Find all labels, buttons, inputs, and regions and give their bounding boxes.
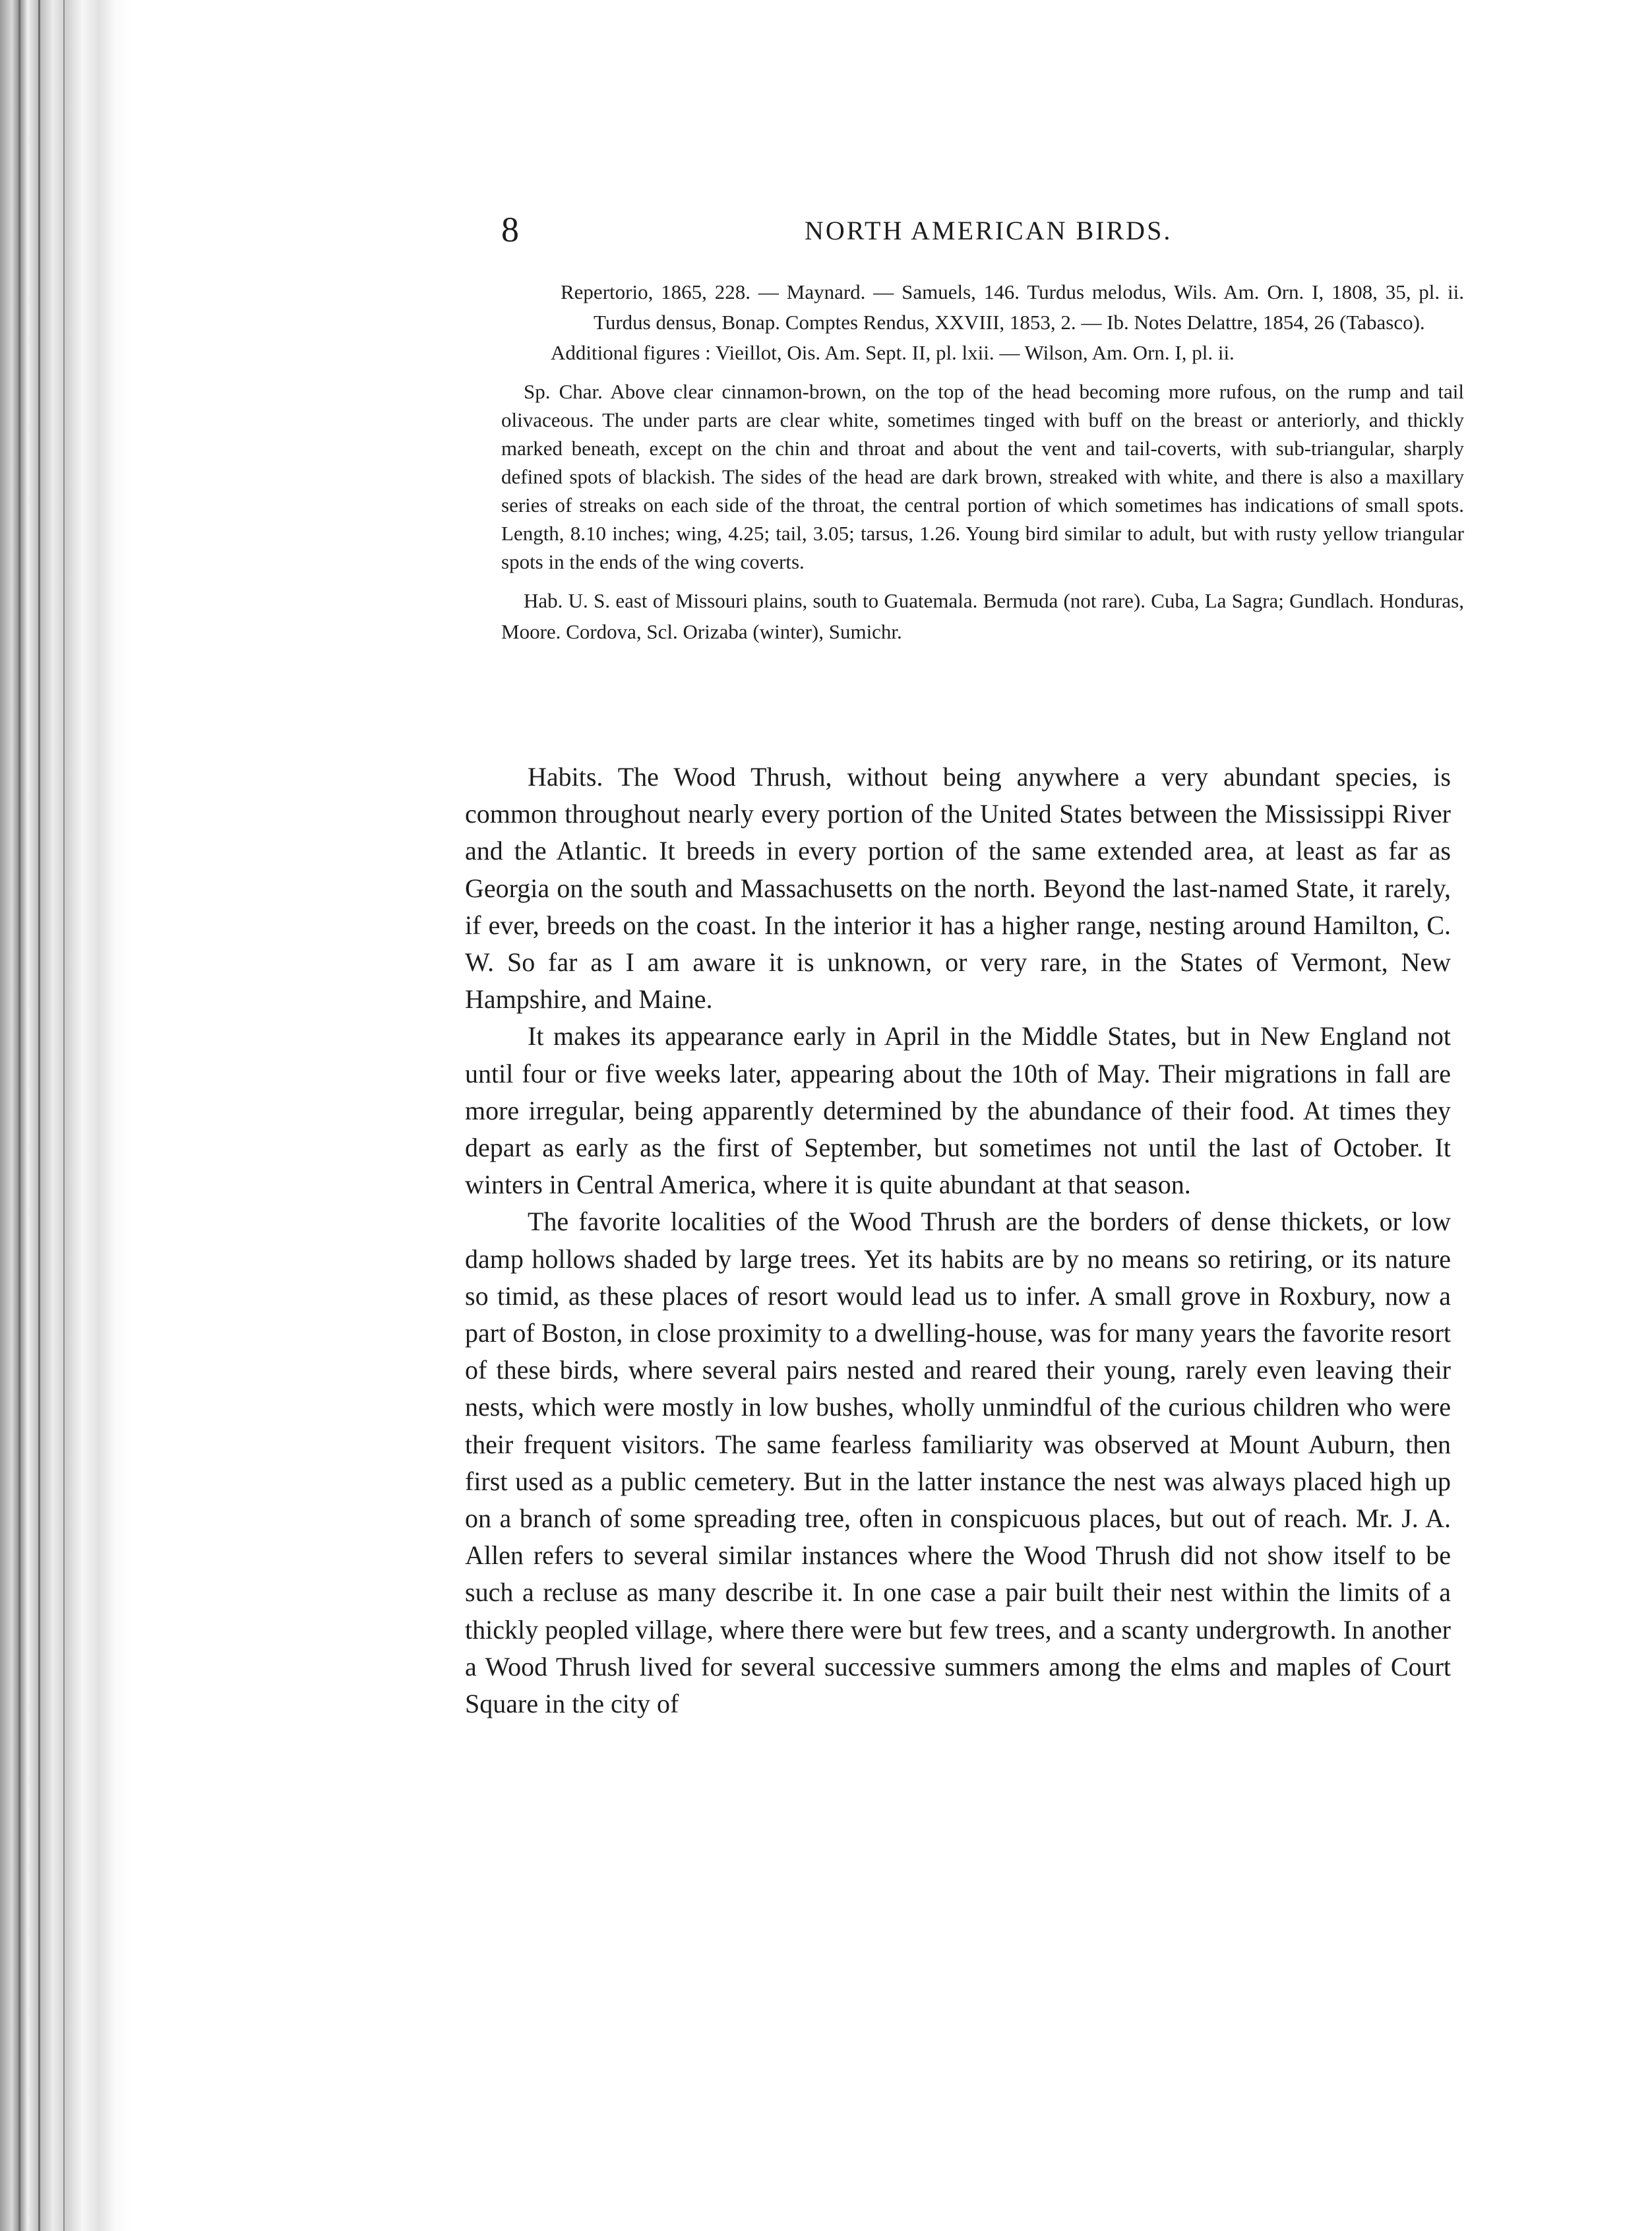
habitat: Hab. U. S. east of Missouri plains, south to Guatemala. Bermuda (not rare). Cuba, La Sagra; Gundlach. Honduras, Moore. Cordova, Scl. Orizaba (winter), Sumichr. (501, 589, 1464, 643)
binding-shadow-line (38, 0, 40, 2231)
habits-text (465, 759, 1451, 1722)
binding-shadow-line (63, 0, 65, 2231)
species-characters: Sp. Char. Above clear cinnamon-brown, on the top of the head becoming more rufous, on the rump and tail olivaceous. The under parts are clear white, sometimes tinged with buff on the breast or anteriorly, and thickly marked beneath, except on the chin and throat and about the vent and tail-coverts, with sub-triangular, sharply defined spots of blackish. The sides of the head are dark brown, streaked with white, and there is also a maxillary series of streaks on each side of the throat, the central portion of which sometimes has indications of small spots. Length, 8.10 inches; wing, 4.25; tail, 3.05; tarsus, 1.26. Young bird similar to adult, but with rusty yellow triangular spots in the ends of the wing coverts. (501, 380, 1464, 573)
book-binding-edge (0, 0, 148, 2231)
body-paragraph: Habits. The Wood Thrush, without being anywhere a very abundant species, is common throughout nearly every portion of the United States between the Mississippi River and the Atlantic. It breeds in every portion of the same extended area, at least as far as Georgia on the south and Massachusetts on the north. Beyond the last-named State, it rarely, if ever, breeds on the coast. In the interior it has a higher range, nesting around Hamilton, C. W. So far as I am aware it is unknown, or very rare, in the States of Vermont, New Hampshire, and Maine. (465, 762, 1451, 1015)
running-head: NORTH AMERICAN BIRDS. (805, 216, 1173, 245)
synonymy-reference: Repertorio, 1865, 228. — Maynard. — Samuels, 146. Turdus melodus, Wils. Am. Orn. I, 1808, 35, pl. ii. Turdus densus, Bonap. Comptes Rendus, XXVIII, 1853, 2. — Ib. Notes Delattre, 1854, 26 (Tabasco). (561, 280, 1464, 334)
body-paragraph: It makes its appearance early in April in the Middle States, but in New England not until four or five weeks later, appearing about the 10th of May. Their migrations in fall are more irregular, being apparently determined by the abundance of their food. At times they depart as early as the first of September, but sometimes not until the last of October. It winters in Central America, where it is quite abundant at that season. (465, 1021, 1451, 1200)
binding-shadow-line (18, 0, 20, 2231)
page-header (501, 210, 1457, 256)
additional-figures: Additional figures : Vieillot, Ois. Am. Sept. II, pl. lxii. — Wilson, Am. Orn. I, pl. ii. (551, 341, 1235, 364)
page-number: 8 (501, 210, 519, 249)
body-paragraph: The favorite localities of the Wood Thrush are the borders of dense thickets, or low damp hollows shaded by large trees. Yet its habits are by no means so retiring, or its nature so timid, as these places of resort would lead us to infer. A small grove in Roxbury, now a part of Boston, in close proximity to a dwelling-house, was for many years the favorite resort of these birds, where several pairs nested and reared their young, rarely even leaving their nests, which were mostly in low bushes, wholly unmindful of the curious children who were their frequent visitors. The same fearless familiarity was observed at Mount Auburn, then first used as a public cemetery. But in the latter instance the nest was always placed high up on a branch of some spreading tree, often in conspicuous places, but out of reach. Mr. J. A. Allen refers to several similar instances where the Wood Thrush did not show itself to be such a recluse as many describe it. In one case a pair built their nest within the limits of a thickly peopled village, where there were but few trees, and a scanty undergrowth. In another a Wood Thrush lived for several successive summers among the elms and maples of Court Square in the city of (465, 1207, 1451, 1719)
synonymy-block (501, 277, 1464, 647)
